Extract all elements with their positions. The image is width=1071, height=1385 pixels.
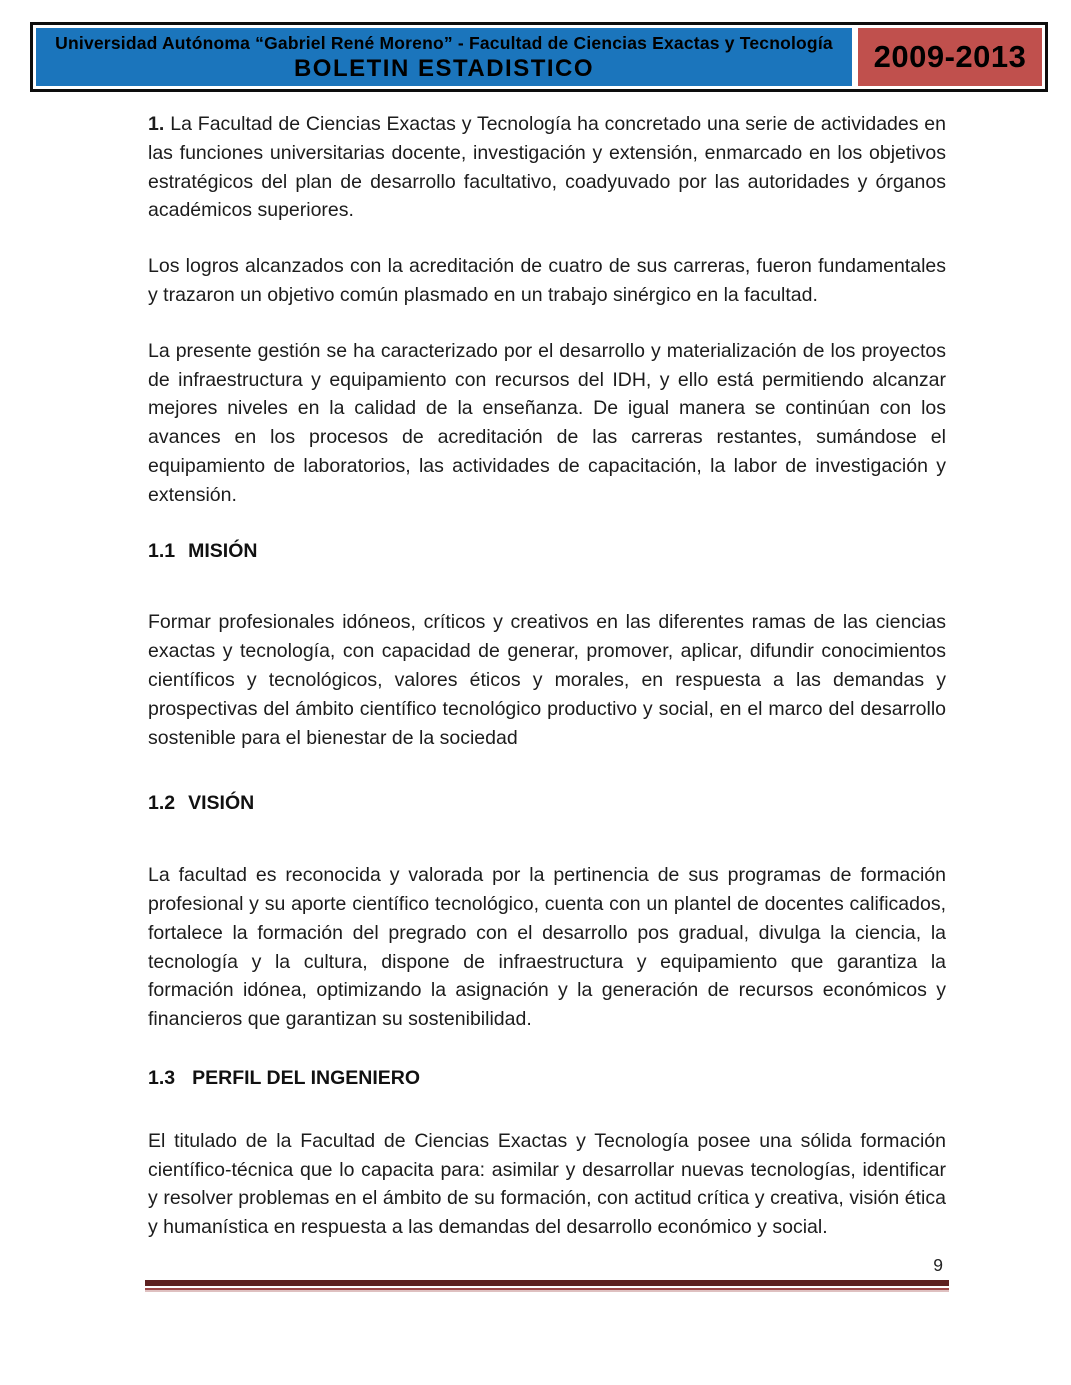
heading-vision-number: 1.2 — [148, 792, 176, 815]
period-badge: 2009-2013 — [858, 28, 1042, 86]
paragraph-logros: Los logros alcanzados con la acreditación de cuatro de sus carreras, fueron fundamentales y trazaron un objetivo común plasmado en un trabajo sinérgico en la facultad. — [148, 255, 946, 306]
footer-rule-light-line — [145, 1290, 949, 1292]
intro-paragraph-text: La Facultad de Ciencias Exactas y Tecnología ha concretado una serie de actividades en las funciones universitarias docente, investigación y extensión, enmarcado en los objetivos estratégicos del plan de desarrollo facultativo, coadyuvado por las autoridades y órganos académicos superiores. — [148, 113, 946, 222]
heading-mision-number: 1.1 — [148, 539, 176, 562]
header-banner — [30, 22, 1048, 92]
intro-paragraph — [148, 110, 946, 225]
heading-mision — [148, 537, 946, 566]
paragraph-mision: Formar profesionales idóneos, críticos y creativos en las diferentes ramas de las ciencias exactas y tecnología, con capacidad de generar, promover, aplicar, difundir conocimientos científicos y tecnológicos, valores éticos y morales, en respuesta a las demandas y prospectivas del ámbito científico tecnológico productivo y social, en el marco del desarrollo sostenible para el bienestar de la sociedad — [148, 611, 946, 749]
document-body — [148, 110, 946, 1269]
institution-name: Universidad Autónoma “Gabriel René Moreno” - Facultad de Ciencias Exactas y Tecnología — [55, 33, 833, 53]
intro-paragraph-number: 1. — [148, 113, 165, 135]
heading-perfil-number: 1.3 — [148, 1066, 176, 1089]
footer-rule — [145, 1280, 949, 1292]
document-title: BOLETIN ESTADISTICO — [293, 55, 595, 82]
heading-vision — [148, 789, 946, 818]
paragraph-vision: La facultad es reconocida y valorada por la pertinencia de sus programas de formación profesional y su aporte científico tecnológico, cuenta con un plantel de docentes calificados, fortalece la formación del pregrado con el desarrollo pos gradual, divulga la ciencia, la tecnología y la cultura, dispone de infraestructura y equipamiento que garantiza la formación idónea, optimizando la asignación y la generación de recursos económicos y financieros que garantizan su sostenibilidad. — [148, 864, 946, 1031]
header-banner-blue-cell — [36, 28, 852, 86]
heading-vision-title: VISIÓN — [188, 792, 255, 815]
paragraph-gestion: La presente gestión se ha caracterizado por el desarrollo y materialización de los proyectos de infraestructura y equipamiento con recursos del IDH, y ello está permitiendo alcanzar mejores niveles en la calidad de la enseñanza. De igual manera se continúan con los avances en los procesos de acreditación de las carreras restantes, sumándose el equipamiento de laboratorios, las actividades de capacitación, la labor de investigación y extensión. — [148, 339, 946, 506]
page-number: 9 — [933, 1255, 943, 1275]
heading-perfil-title: PERFIL DEL INGENIERO — [192, 1066, 421, 1089]
paragraph-perfil: El titulado de la Facultad de Ciencias Exactas y Tecnología posee una sólida formación científico-técnica que lo capacita para: asimilar y desarrollar nuevas tecnologías, identificar y resolver problemas en el ámbito de su formación, con actitud crítica y creativa, visión ética y humanística en respuesta a las demandas del desarrollo económico y social. — [148, 1129, 946, 1239]
heading-perfil — [148, 1064, 946, 1093]
heading-mision-title: MISIÓN — [188, 539, 258, 562]
page-footer — [145, 1255, 949, 1292]
